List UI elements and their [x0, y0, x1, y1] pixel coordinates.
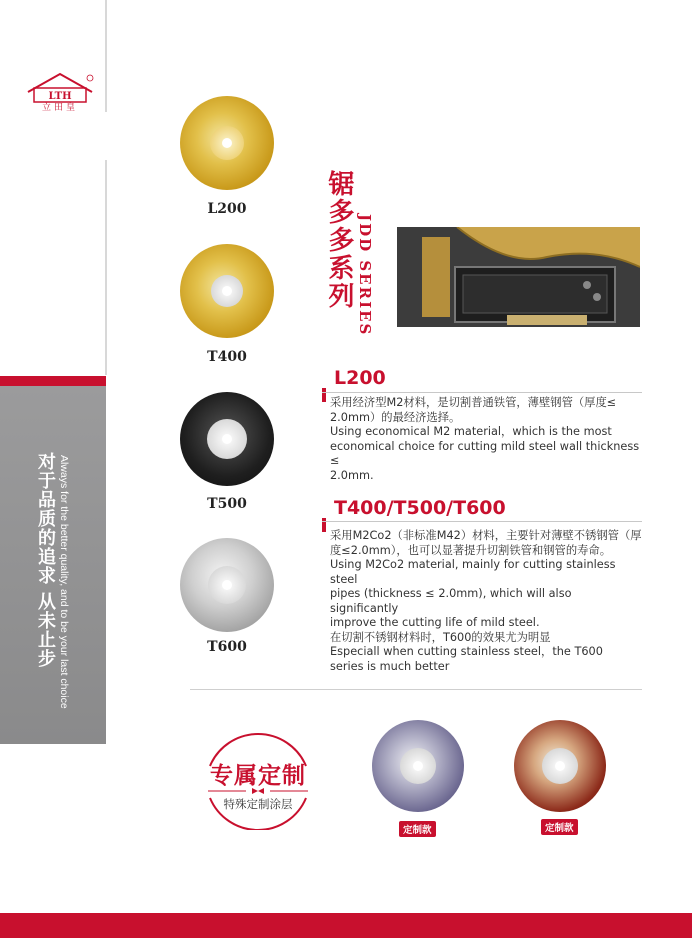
- blade-label-t500: T500: [207, 496, 247, 512]
- body-line: economical choice for cutting mild steel wall thickness ≤: [330, 439, 640, 467]
- brand-logo: [24, 68, 96, 124]
- series-title-en: JDD SERIES: [356, 214, 374, 337]
- body-line: 采用经济型M2材料，是切割普通铁管，薄壁钢管（厚度≤: [330, 396, 617, 409]
- blade-arbor-hole: [222, 434, 232, 444]
- body-line: Using economical M2 material，which is the most: [330, 425, 612, 438]
- body-line: pipes (thickness ≤ 2.0mm), which will also significantly: [330, 587, 572, 615]
- blade-image-l200: [180, 96, 274, 190]
- section-body-l200: [330, 396, 642, 483]
- section-title-t-series: T400/T500/T600: [334, 497, 506, 519]
- custom-badge: 定制款: [541, 819, 578, 835]
- body-line: improve the cutting life of mild steel.: [330, 616, 540, 629]
- blade-label-t400: T400: [207, 349, 247, 365]
- brand-logo-mark: LTH: [48, 91, 72, 102]
- body-line: 采用M2Co2（非标准M42）材料，主要针对薄壁不锈钢管（厚: [330, 529, 642, 542]
- custom-blade-image: [372, 720, 464, 812]
- series-title-cn: 锯多多系列: [324, 170, 354, 310]
- blade-arbor-hole: [555, 761, 565, 771]
- blade-image-t400: [180, 244, 274, 338]
- body-line: 度≤2.0mm），也可以显著提升切割铁管和钢管的寿命。: [330, 543, 612, 557]
- body-line: 2.0mm.: [330, 468, 374, 482]
- bottom-red-band: [0, 913, 692, 938]
- brand-name: 立田皇: [41, 103, 78, 113]
- blade-image-t600: [180, 538, 274, 632]
- custom-title: 专属定制: [210, 763, 306, 789]
- body-line: 在切割不锈钢材料时，T600的效果尤为明显: [330, 630, 551, 644]
- blade-label-l200: L200: [207, 201, 247, 217]
- section-title-l200: L200: [334, 367, 386, 389]
- custom-subtitle: 特殊定制涂层: [223, 797, 293, 811]
- blade-arbor-hole: [413, 761, 423, 771]
- body-line: 2.0mm）的最经济选择。: [330, 410, 461, 424]
- blade-label-t600: T600: [207, 639, 247, 655]
- section-rule: [322, 521, 642, 522]
- blade-arbor-hole: [222, 286, 232, 296]
- body-line: Using M2Co2 material, mainly for cutting stainless steel: [330, 558, 616, 586]
- blade-arbor-hole: [222, 580, 232, 590]
- body-line: Especiall when cutting stainless steel，the T600: [330, 645, 603, 658]
- machine-photo: [397, 227, 640, 327]
- blade-arbor-hole: [222, 138, 232, 148]
- section-accent: [322, 388, 326, 402]
- body-line: series is much better: [330, 659, 450, 673]
- slogan-en: Always for the better quality, and to be your last choice: [58, 455, 70, 709]
- left-divider-line: [105, 160, 107, 375]
- custom-badge: 定制款: [399, 821, 436, 837]
- section-body-t-series: [330, 529, 642, 674]
- content-divider: [190, 689, 642, 690]
- left-divider-line: [105, 0, 107, 112]
- left-red-band: [0, 376, 106, 386]
- blade-image-t500: [180, 392, 274, 486]
- custom-blade-image: [514, 720, 606, 812]
- section-rule: [322, 392, 642, 393]
- slogan-cn: 对于品质的追求 从未止步: [35, 452, 56, 669]
